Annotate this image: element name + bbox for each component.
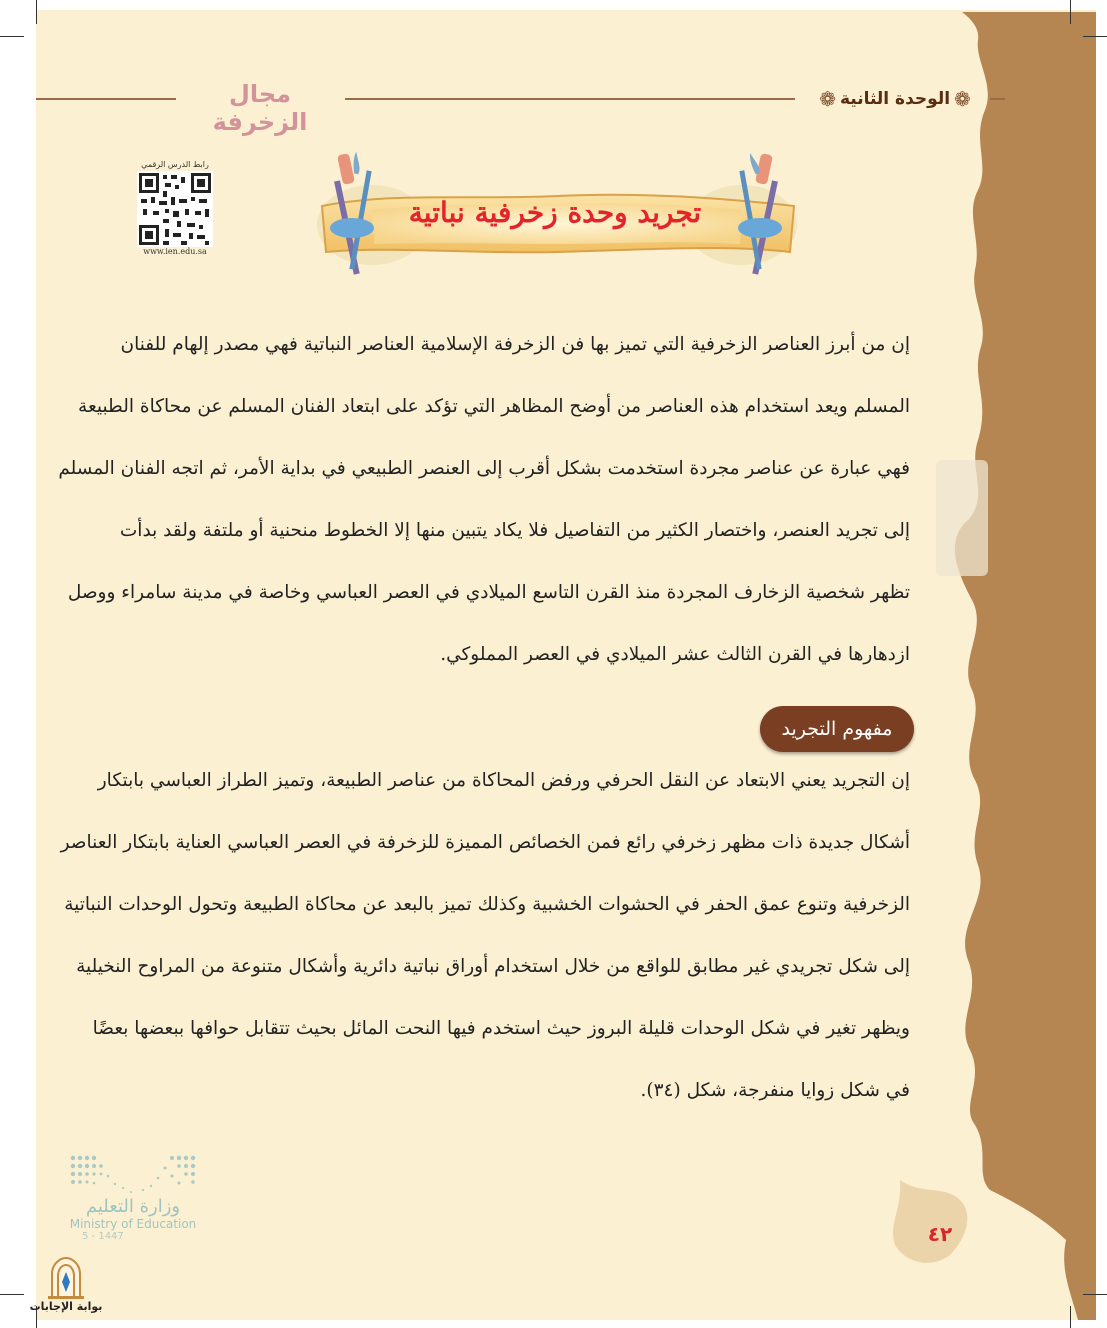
ministry-logo-icon	[63, 1152, 203, 1196]
crop-mark	[1070, 1306, 1071, 1328]
intro-line: تظهر شخصية الزخارف المجردة منذ القرن التاسع الميلادي في العصر العباسي وخاصة في مدينة سامراء ووصل	[67, 582, 910, 603]
watermark-label: بوابة الإجابات	[29, 1300, 103, 1313]
ministry-name-en: Ministry of Education	[69, 1217, 197, 1231]
side-tab	[936, 460, 988, 576]
header-rule-middle	[345, 98, 795, 100]
gate-logo-icon	[46, 1256, 86, 1300]
intro-line: إن من أبرز العناصر الزخرفية التي تميز بها فن الزخرفة الإسلامية العناصر النباتية فهي مصدر إلهام للفنان	[120, 334, 910, 355]
ornament-icon: ❁	[819, 87, 836, 111]
concept-line: في شكل زوايا منفرجة، شكل (٣٤).	[640, 1080, 910, 1101]
ornament-icon: ❁	[954, 87, 971, 111]
intro-line: المسلم ويعد استخدام هذه العناصر من أوضح المظاهر التي تؤكد على ابتعاد الفنان المسلم عن محاكاة الطبيعة	[78, 396, 910, 417]
ministry-year: 5 - 1447	[82, 1231, 124, 1242]
crop-mark	[1083, 1294, 1107, 1295]
page-number: ٤٢	[927, 1222, 953, 1246]
ministry-name-ar: وزارة التعليم	[85, 1196, 181, 1217]
concept-line: الزخرفية وتنوع عمق الحفر في الحشوات الخشبية وكذلك تميز بالبعد عن محاكاة الطبيعة وتحول الوحدات النباتية	[64, 894, 910, 915]
intro-line: إلى تجريد العنصر، واختصار الكثير من التفاصيل فلا يكاد يتبين منها إلا الخطوط منحنية أو ملتفة ولقد بدأت	[119, 520, 910, 541]
crop-mark	[0, 1294, 24, 1295]
concept-line: ويظهر تغير في شكل الوحدات قليلة البروز حيث استخدم فيها النحت المائل بحيث تتقابل حوافها ببعضها بعضًا	[92, 1018, 910, 1039]
unit-title-text: الوحدة الثانية	[839, 89, 951, 109]
qr-code-icon[interactable]	[137, 171, 213, 247]
intro-line: ازدهارها في القرن الثالث عشر الميلادي في العصر المملوكي.	[440, 644, 910, 665]
header-rule-right	[990, 98, 1005, 100]
concept-line: إلى شكل تجريدي غير مطابق للواقع من خلال استخدام أوراق نباتية دائرية وأشكال متنوعة من المراوح النخيلية	[76, 956, 910, 977]
ministry-logo	[58, 1152, 208, 1242]
unit-title	[800, 78, 990, 120]
header-rule-left	[36, 98, 176, 100]
crop-mark	[1070, 0, 1071, 24]
field-title: مجال الزخرفة	[212, 80, 308, 136]
crop-mark	[36, 0, 37, 24]
concept-line: أشكال جديدة ذات مظهر زخرفي رائع فمن الخصائص المميزة للزخرفة في العصر العباسي العناية بابتكار العناصر	[60, 832, 910, 853]
qr-caption: رابط الدرس الرقمي	[141, 160, 209, 169]
qr-block[interactable]	[134, 160, 216, 256]
crop-mark	[1083, 36, 1107, 37]
lesson-title: تجريد وحدة زخرفية نباتية	[408, 196, 702, 229]
crop-mark	[0, 36, 24, 37]
concept-line: إن التجريد يعني الابتعاد عن النقل الحرفي ورفض المحاكاة من عناصر الطبيعة، وتميز الطراز العباسي بابتكار	[97, 770, 910, 791]
answers-gate-watermark[interactable]	[28, 1256, 104, 1313]
subheading-badge: مفهوم التجريد	[760, 706, 914, 752]
qr-url[interactable]: www.ien.edu.sa	[143, 247, 207, 256]
intro-line: فهي عبارة عن عناصر مجردة استخدمت بشكل أقرب إلى العنصر الطبيعي في بداية الأمر، ثم اتجه الفنان المسلم	[58, 458, 910, 479]
